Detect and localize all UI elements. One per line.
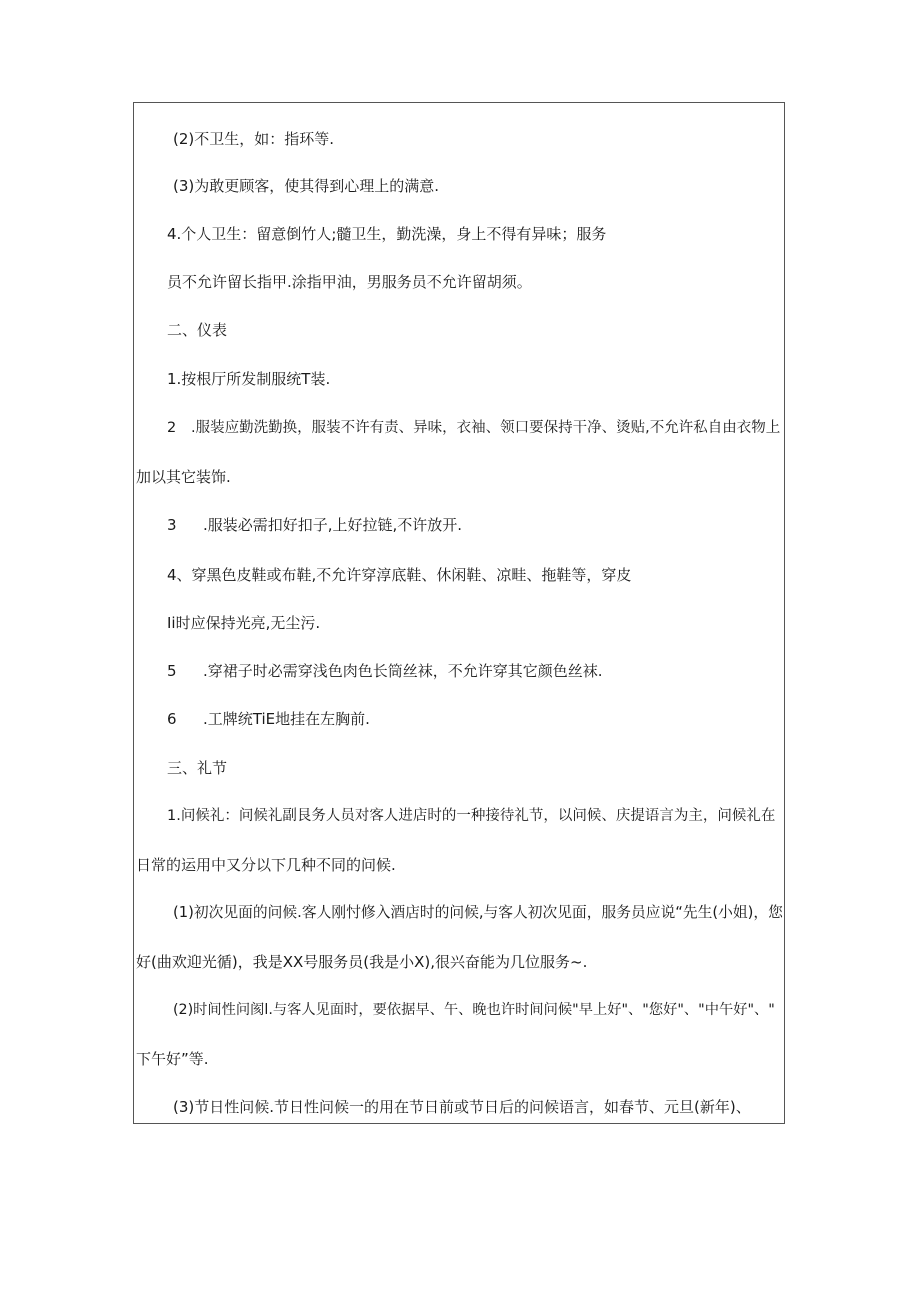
section-heading: 二、仪表: [167, 321, 228, 339]
numbered-line: [167, 515, 462, 535]
item-number: 6: [167, 710, 177, 728]
text-line: (2)时间性问阂l.与客人见面时，要依据早、午、晚也许时间问候"早上好"、"您好"、"中午好"、": [173, 1002, 775, 1018]
item-number: 3: [167, 516, 177, 534]
section-heading: 三、礼节: [167, 759, 228, 777]
item-number: 5: [167, 662, 177, 680]
text-line: Ii时应保持光亮,无尘污.: [167, 614, 321, 632]
text-line: 4、穿黑色皮鞋或布鞋,不允许穿淳底鞋、休闲鞋、凉畦、拖鞋等，穿皮: [167, 566, 632, 584]
item-text: .服装应勤洗勤换，服装不许有责、异味，衣袖、领口要保持干净、烫贴,不允许私自由衣物上: [191, 420, 781, 436]
text-line: (1)初次见面的问候.客人刚忖修入酒店时的问候,与客人初次见面，服务员应说“先生(小姐)，您: [173, 904, 783, 921]
text-line: 员不允许留长指甲.涂指甲油，男服务员不允许留胡须。: [167, 273, 532, 291]
text-line: 下午好”等.: [136, 1050, 209, 1068]
numbered-line: [167, 709, 370, 729]
text-line: 加以其它装饰.: [136, 468, 231, 486]
text-line: (2)不卫生，如：指环等.: [173, 130, 335, 148]
numbered-line: [167, 661, 603, 681]
text-line: 1.按根厅所发制服统T装.: [167, 370, 331, 388]
item-text: .穿裙子时必需穿浅色肉色长筒丝袜，不允许穿其它颜色丝袜.: [203, 662, 603, 680]
numbered-line: [167, 418, 780, 438]
text-line: 好(曲欢迎光循)，我是XX号服务员(我是小X),很兴奋能为几位服务~.: [136, 953, 588, 971]
text-line: 4.个人卫生：留意倒竹人;髓卫生，勤洗澡，身上不得有异味；服务: [167, 225, 607, 243]
item-text: .服装必需扣好扣子,上好拉链,不许放开.: [203, 516, 463, 534]
text-line: (3)为敢更顾客，使其得到心理上的满意.: [173, 177, 440, 195]
text-line: 1.问候礼：问候礼副艮务人员对客人进店时的一种接待礼节，以问候、庆提语言为主，问候礼在: [167, 808, 776, 824]
item-number: 2: [167, 420, 177, 436]
item-text: .工牌统TiE地挂在左胸前.: [203, 710, 370, 728]
text-line: 日常的运用中又分以下几种不同的问候.: [136, 856, 396, 874]
text-line: (3)节日性问候.节日性问候一的用在节日前或节日后的问候语言，如春节、元旦(新年)、: [173, 1098, 751, 1116]
